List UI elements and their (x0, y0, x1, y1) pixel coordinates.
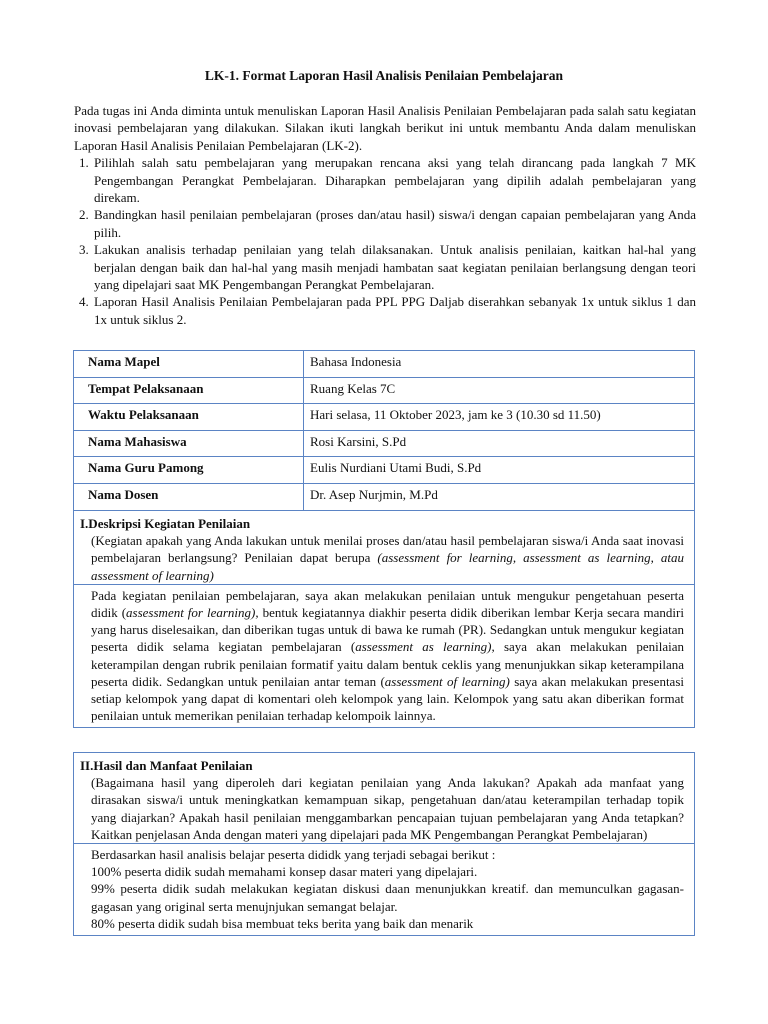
table-row (74, 404, 695, 431)
table-row (74, 377, 695, 404)
row-value: Dr. Asep Nurjmin, M.Pd (304, 483, 695, 510)
answer-text: Pada kegiatan penilaian pembelajaran, saya akan melakukan penilaian untuk mengukur pengetahuan peserta didik ( (91, 587, 684, 621)
section-hasil-manfaat (73, 752, 695, 936)
answer-italic: assessment as learning), (355, 639, 495, 655)
row-label: Nama Mapel (74, 351, 304, 378)
answer-text: saya akan melakukan penilaian keterampilan dengan rubrik penilaian formatif yaitu dalam bentuk ceklis yang menunjukkan sikap keterampilana peserta didik. Sedangkan untuk penilaian antar teman ( (91, 639, 684, 689)
step-item: 1. Pilihlah salah satu pembelajaran yang merupakan rencana aksi yang telah dirancang pada langkah 7 MK Pengembangan Perangkat Pembelajaran. Diharapkan pembelajaran yang dipilih adalah pembelajaran yang direkam. (92, 154, 696, 206)
section-answer (74, 843, 694, 935)
prompt-italic: (assessment for learning, assessment as learning, atau assessment of learning) (91, 550, 684, 583)
info-table (73, 350, 695, 511)
document-title: LK-1. Format Laporan Hasil Analisis Penilaian Pembelajaran (204, 68, 564, 83)
section-answer (74, 584, 694, 728)
row-label: Tempat Pelaksanaan (74, 377, 304, 404)
answer-line: 99% peserta didik sudah melakukan kegiatan diskusi daan menunjukkan kreatif. dan memunculkan gagasan-gagasan yang original serta menujnjukan semangat belajar. (91, 881, 684, 914)
table-row (74, 483, 695, 510)
row-value: Rosi Karsini, S.Pd (304, 430, 695, 457)
table-row (74, 457, 695, 484)
row-label: Nama Guru Pamong (74, 457, 304, 484)
answer-line: Berdasarkan hasil analisis belajar peserta dididk yang terjadi sebagai berikut : (91, 847, 496, 863)
steps-list (74, 154, 696, 328)
intro-paragraph: Pada tugas ini Anda diminta untuk menuliskan Laporan Hasil Analisis Penilaian Pembelajaran pada salah satu kegiatan inovasi pembelajaran yang dilakukan. Silakan ikuti langkah berikut ini untuk membantu Anda dalam menuliskan Laporan Hasil Analisis Penilaian Pembelajaran (LK-2). (74, 103, 696, 153)
row-label: Nama Dosen (74, 483, 304, 510)
row-value: Hari selasa, 11 Oktober 2023, jam ke 3 (10.30 sd 11.50) (304, 404, 695, 431)
answer-line: 80% peserta didik sudah bisa membuat teks berita yang baik dan menarik (91, 915, 474, 931)
section-heading: II.Hasil dan Manfaat Penilaian (80, 758, 253, 773)
section-deskripsi-penilaian (73, 511, 695, 728)
section-prompt: (Bagaimana hasil yang diperoleh dari kegiatan penilaian yang Anda lakukan? Apakah ada manfaat yang dirasakan siswa/i untuk meningkatkan kemampuan sikap, pengetahuan dan/atau keterampilan terhadap topik yang diajarkan? Apakah hasil penilaian menggambarkan pencapaian tujuan pembelajaran yang Anda tetapkan? Kaitkan penjelasan Anda dengan materi yang dipelajari pada MK Pengembangan Perangkat Pembelajaran) (91, 775, 684, 842)
table-row (74, 351, 695, 378)
answer-italic: assessment of learning) (384, 673, 510, 689)
step-item: 2. Bandingkan hasil penilaian pembelajaran (proses dan/atau hasil) siswa/i dengan capaian pembelajaran yang Anda pilih. (92, 206, 696, 241)
answer-paragraph (91, 587, 684, 725)
answer-italic: assessment for learning), (126, 605, 259, 621)
instructions (74, 102, 696, 328)
prompt-text: (Kegiatan apakah yang Anda lakukan untuk menilai proses dan/atau hasil pembelajaran siswa/i Anda saat inovasi pembelajaran berlangsung? Penilaian dapat berupa (91, 533, 684, 566)
step-item: 3. Lakukan analisis terhadap penilaian yang telah dilaksanakan. Untuk analisis penilaian, kaitkan hal-hal yang berjalan dengan baik dan hal-hal yang masih menjadi hambatan saat kegiatan penilaian berlangsung dengan teori yang dipelajari saat MK Pengembangan Perangkat Pembelajaran. (92, 241, 696, 293)
table-row (74, 430, 695, 457)
section-prompt (74, 532, 694, 584)
row-value: Ruang Kelas 7C (304, 377, 695, 404)
answer-line: 100% peserta didik sudah memahami konsep dasar materi yang dipelajari. (91, 864, 478, 880)
row-label: Nama Mahasiswa (74, 430, 304, 457)
answer-text: saya akan melakukan presentasi setiap kelompok yang dapat di komentari oleh kelompok yang lain. Kelompok yang satu akan diberikan format penilaian untuk memerikan penilaian terhadap kelompoik lainnya. (91, 673, 684, 724)
answer-text: bentuk kegiatannya diakhir peserta didik diberikan lembar Kerja secara mandiri yang harus diselesaikan, dan diberikan tugas untuk di bawa ke rumah (PR). Sedangkan untuk mengukur kegiatan peserta didik selama kegiatan pembelajaran ( (91, 605, 684, 655)
section-heading: I.Deskripsi Kegiatan Penilaian (80, 516, 251, 531)
row-value: Bahasa Indonesia (304, 351, 695, 378)
row-value: Eulis Nurdiani Utami Budi, S.Pd (304, 457, 695, 484)
step-item: 4. Laporan Hasil Analisis Penilaian Pembelajaran pada PPL PPG Daljab diserahkan sebanyak 1x untuk siklus 1 dan 1x untuk siklus 2. (92, 293, 696, 328)
row-label: Waktu Pelaksanaan (74, 404, 304, 431)
